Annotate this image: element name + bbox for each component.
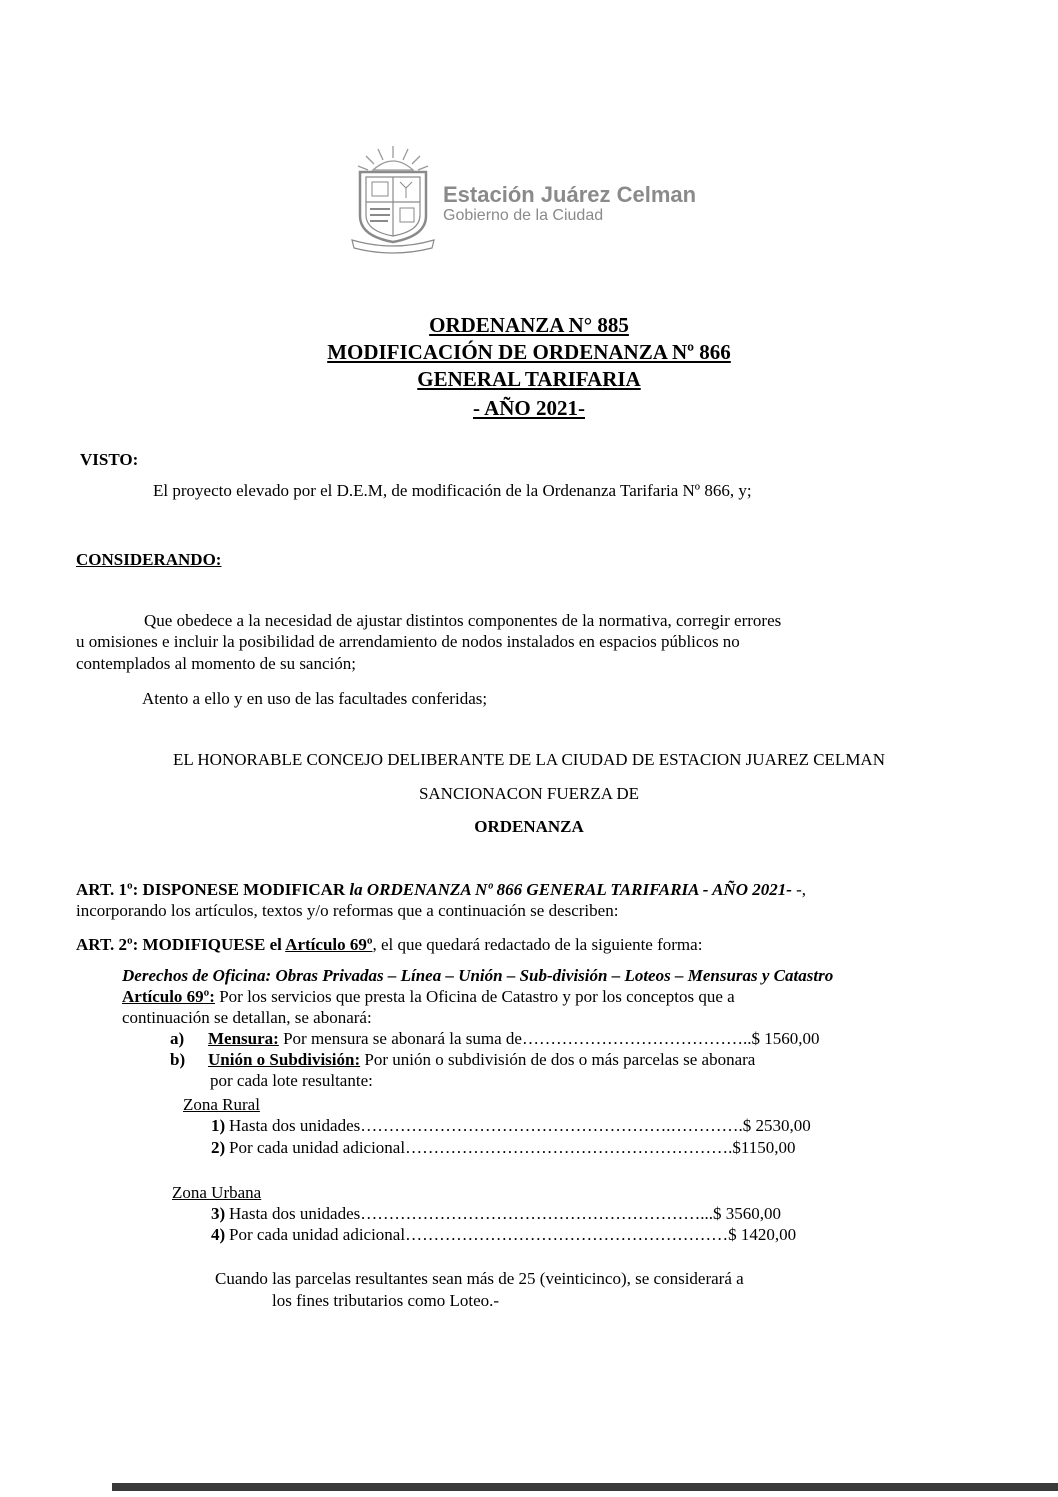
visto-heading: VISTO: <box>80 450 139 469</box>
zona-rural-heading: Zona Rural <box>183 1095 260 1114</box>
zona-urbana-heading: Zona Urbana <box>172 1183 262 1202</box>
footer-bar <box>112 1483 1058 1491</box>
art69-intro: Por los servicios que presta la Oficina de Catastro y por los conceptos que a <box>214 987 735 1006</box>
loteo-note-line2: los fines tributarios como Loteo.- <box>272 1291 500 1310</box>
item-a-label: Mensura: <box>208 1029 279 1048</box>
visto-text: El proyecto elevado por el D.E.M, de modificación de la Ordenanza Tarifaria Nº 866, y; <box>153 481 752 500</box>
art1-line2: incorporando los artículos, textos y/o reformas que a continuación se describen: <box>76 901 619 920</box>
art2-label: ART. 2º: MODIFIQUESE el <box>76 935 286 954</box>
sanciona-line2: SANCIONACON FUERZA DE <box>418 784 640 803</box>
considerando-p1-line3: contemplados al momento de su sanción; <box>76 654 356 673</box>
art2-line <box>76 935 702 955</box>
title-year: - AÑO 2021- <box>473 396 585 420</box>
item-b-label: Unión o Subdivisión: <box>208 1050 361 1069</box>
art1-italic: la ORDENANZA Nº 866 GENERAL TARIFARIA - AÑO 2021- <box>349 880 792 899</box>
art1-line1 <box>76 880 806 900</box>
art69-heading: Artículo 69º: <box>122 987 215 1006</box>
considerando-heading: CONSIDERANDO: <box>76 550 222 569</box>
city-crest-icon <box>348 142 438 254</box>
item-a-marker: a) <box>170 1029 185 1048</box>
org-name: Estación Juárez Celman <box>443 182 697 207</box>
item-b-marker: b) <box>170 1050 186 1069</box>
item-a-text: Por mensura se abonará la suma de…………………………………..$ 1560,00 <box>278 1029 820 1048</box>
urbana-4-text: Por cada unidad adicional…………………………………………………$ 1420,00 <box>229 1225 797 1244</box>
title-modification: MODIFICACIÓN DE ORDENANZA Nº 866 <box>327 340 731 364</box>
loteo-note-line1: Cuando las parcelas resultantes sean más de 25 (veinticinco), se considerará a <box>215 1269 744 1288</box>
item-b-line2: por cada lote resultante: <box>210 1071 373 1090</box>
art2-tail: , el que quedará redactado de la siguiente forma: <box>372 935 703 954</box>
rural-1-text: Hasta dos unidades……………………………………………….………….$ 2530,00 <box>229 1116 811 1135</box>
urbana-4-marker: 4) <box>211 1225 226 1244</box>
art2-article-ref: Artículo 69º <box>285 935 373 954</box>
rural-2-marker: 2) <box>211 1138 226 1157</box>
rural-1-marker: 1) <box>211 1116 226 1135</box>
considerando-p2: Atento a ello y en uso de las facultades conferidas; <box>142 689 488 708</box>
art69-subtitle: Derechos de Oficina: Obras Privadas – Línea – Unión – Sub-división – Loteos – Mensuras y Catastro <box>122 966 834 985</box>
org-subtitle: Gobierno de la Ciudad <box>443 207 604 224</box>
art1-label: ART. 1º: DISPONESE MODIFICAR <box>76 880 350 899</box>
title-general-tarifaria: GENERAL TARIFARIA <box>417 367 641 391</box>
sanciona-line1: EL HONORABLE CONCEJO DELIBERANTE DE LA CIUDAD DE ESTACION JUAREZ CELMAN <box>173 750 885 769</box>
item-b <box>208 1050 755 1070</box>
considerando-p1-line1: Que obedece a la necesidad de ajustar distintos componentes de la normativa, corregir errores <box>144 611 782 630</box>
title-ordinance-number: ORDENANZA N° 885 <box>429 313 629 337</box>
sanciona-ordenanza: ORDENANZA <box>474 817 584 836</box>
considerando-p1-line2: u omisiones e incluir la posibilidad de arrendamiento de nodos instalados en espacios públicos no <box>76 632 740 651</box>
art1-tail: -, <box>791 880 807 899</box>
item-a <box>208 1029 819 1049</box>
item-b-text: Por unión o subdivisión de dos o más parcelas se abonara <box>360 1050 756 1069</box>
urbana-3-text: Hasta dos unidades……………………………………………………...$ 3560,00 <box>229 1204 782 1223</box>
rural-2-text: Por cada unidad adicional………………………………………………….$1150,00 <box>229 1138 796 1157</box>
art69-intro-line2: continuación se detallan, se abonará: <box>122 1008 372 1027</box>
art69-intro-line1 <box>122 987 735 1007</box>
urbana-3-marker: 3) <box>211 1204 226 1223</box>
